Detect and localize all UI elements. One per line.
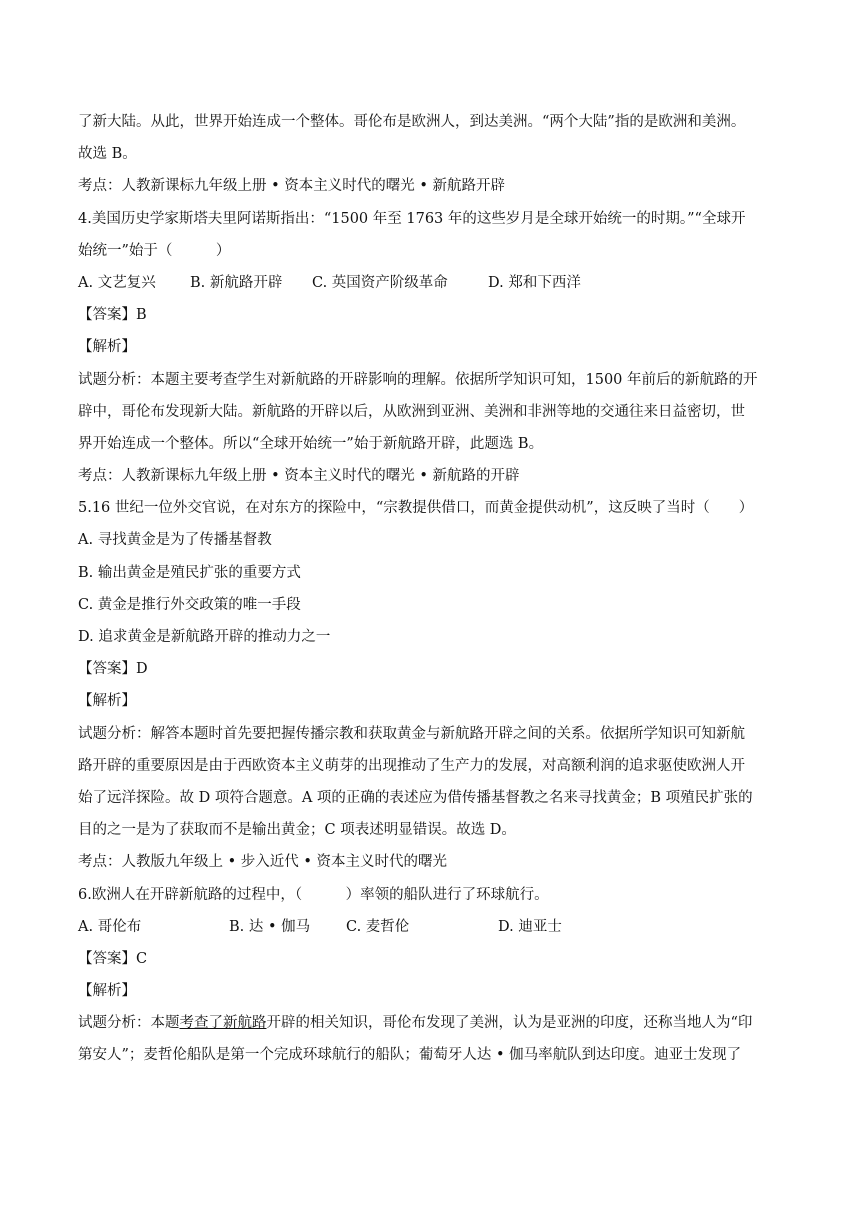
option-c: C. 英国资产阶级革命: [312, 274, 448, 291]
option-d: D. 郑和下西洋: [488, 274, 581, 291]
analysis-text: 辟中，哥伦布发现新大陆。新航路的开辟以后，从欧洲到亚洲、美洲和非洲等地的交通往来日益密切，世: [78, 403, 745, 420]
text-line: 故选 B。: [78, 146, 137, 163]
option-c: C. 黄金是推行外交政策的唯一手段: [78, 596, 301, 613]
knowledge-point: 考点：人教新课标九年级上册 • 资本主义时代的曙光 • 新航路的开辟: [78, 468, 520, 485]
option-a: A. 文艺复兴: [78, 274, 156, 291]
question-4-options: [78, 267, 788, 299]
analysis-text-start: 试题分析：本题: [78, 1015, 180, 1032]
answer-label: 【答案】D: [78, 661, 148, 678]
answer-label: 【答案】C: [78, 950, 148, 967]
analysis-label: 【解析】: [78, 693, 136, 710]
option-c: C. 麦哲伦: [346, 918, 410, 935]
option-a: A. 哥伦布: [78, 918, 142, 935]
question-4-stem: 4.美国历史学家斯塔夫里阿诺斯指出：“1500 年至 1763 年的这些岁月是全球开始统一的时期。”“全球开: [78, 210, 746, 227]
analysis-text: 第安人”；麦哲伦船队是第一个完成环球航行的船队；葡萄牙人达 • 伽马率航队到达印度。迪亚士发现了: [78, 1047, 742, 1064]
option-b: B. 输出黄金是殖民扩张的重要方式: [78, 564, 301, 581]
analysis-text: 路开辟的重要原因是由于西欧资本主义萌芽的出现推动了生产力的发展，对高额利润的追求驱使欧洲人开: [78, 757, 745, 774]
option-b: B. 新航路开辟: [190, 274, 283, 291]
analysis-text: 目的之一是为了获取而不是输出黄金；C 项表述明显错误。故选 D。: [78, 822, 516, 839]
analysis-label: 【解析】: [78, 339, 136, 356]
analysis-text: 界开始连成一个整体。所以“全球开始统一”始于新航路开辟，此题选 B。: [78, 435, 544, 452]
answer-label: 【答案】B: [78, 307, 147, 324]
question-6-options: [78, 911, 788, 943]
text-line: 了新大陆。从此，世界开始连成一个整体。哥伦布是欧洲人，到达美洲。“两个大陆”指的是欧洲和美洲。: [78, 114, 746, 130]
knowledge-point: 考点：人教版九年级上 • 步入近代 • 资本主义时代的曙光: [78, 854, 448, 871]
analysis-label: 【解析】: [78, 983, 136, 1000]
option-d: D. 迪亚士: [498, 918, 562, 935]
option-b: B. 达 • 伽马: [229, 918, 311, 935]
analysis-text: 试题分析：解答本题时首先要把握传播宗教和获取黄金与新航路开辟之间的关系。依据所学知识可知新航: [78, 725, 745, 742]
analysis-text-rest: 开辟的相关知识，哥伦布发现了美洲，认为是亚洲的印度，还称当地人为“印: [266, 1015, 753, 1032]
question-6-stem: 6.欧洲人在开辟新航路的过程中，（ ）率领的船队进行了环球航行。: [78, 886, 549, 903]
option-a: A. 寻找黄金是为了传播基督教: [78, 532, 272, 549]
underlined-phrase: 考查了新航路: [179, 1015, 267, 1032]
analysis-text: 试题分析：本题主要考查学生对新航路的开辟影响的理解。依据所学知识可知，1500 年前后的新航路的开: [78, 371, 758, 388]
analysis-text: 始了远洋探险。故 D 项符合题意。A 项的正确的表述应为借传播基督教之名来寻找黄金；B 项殖民扩张的: [78, 789, 753, 806]
knowledge-point: 考点：人教新课标九年级上册 • 资本主义时代的曙光 • 新航路开辟: [78, 178, 506, 195]
question-4-stem-cont: 始统一”始于（ ）: [78, 242, 231, 259]
question-5-stem: 5.16 世纪一位外交官说，在对东方的探险中，“宗教提供借口，而黄金提供动机”，这反映了当时（ ）: [78, 500, 754, 517]
option-d: D. 追求黄金是新航路开辟的推动力之一: [78, 629, 331, 645]
analysis-text: [78, 1007, 788, 1039]
document-page: [78, 106, 788, 1072]
